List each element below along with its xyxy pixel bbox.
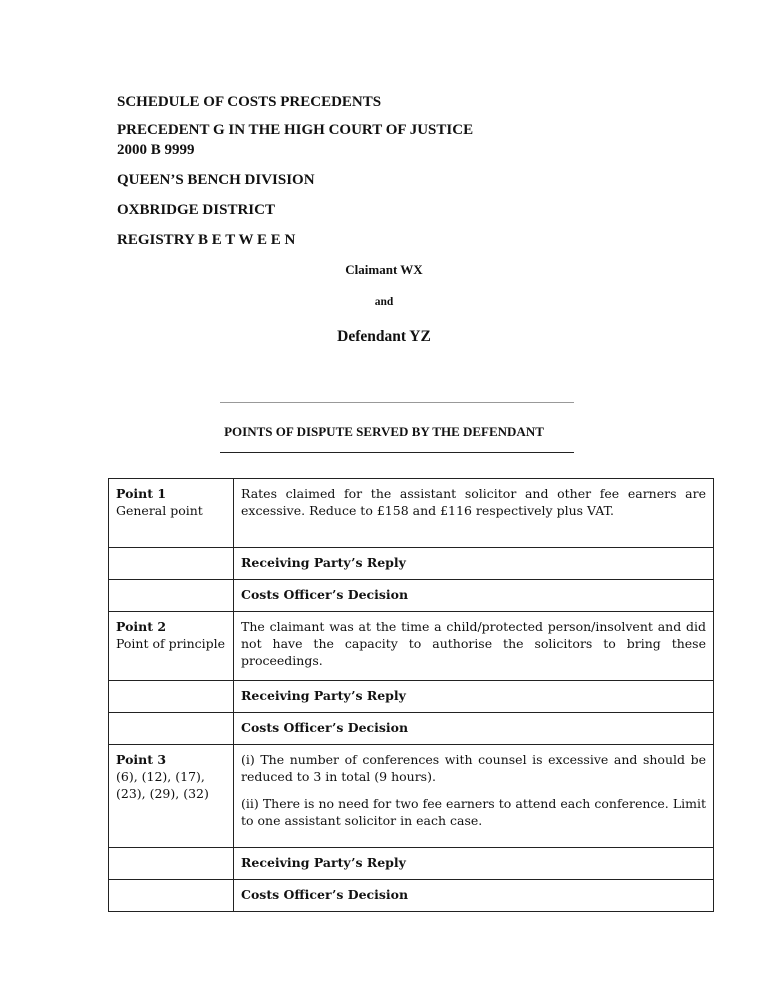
reply-label: Receiving Party’s Reply <box>234 548 714 580</box>
point-text-cell <box>234 612 714 681</box>
reply-row <box>109 848 714 880</box>
point-paragraph: (ii) There is no need for two fee earners to attend each conference. Limit to one assistant solicitor in each case. <box>241 796 706 828</box>
decision-label: Costs Officer’s Decision <box>234 880 714 912</box>
empty-cell <box>109 713 234 745</box>
decision-label: Costs Officer’s Decision <box>234 580 714 612</box>
point-paragraph: Rates claimed for the assistant solicitor and other fee earners are excessive. Reduce to £158 and £116 respectively plus VAT. <box>241 486 706 518</box>
point-title: Point 2 <box>116 619 167 634</box>
point-row <box>109 612 714 681</box>
claimant: Claimant WX <box>345 262 423 277</box>
empty-cell <box>109 548 234 580</box>
point-heading-cell <box>109 745 234 848</box>
precedent-court-line: PRECEDENT G IN THE HIGH COURT OF JUSTICE <box>117 122 474 138</box>
dispute-title: POINTS OF DISPUTE SERVED BY THE DEFENDANT <box>224 424 544 439</box>
and-separator: and <box>374 296 394 308</box>
district: OXBRIDGE DISTRICT <box>117 202 275 218</box>
points-of-dispute-table <box>108 478 714 912</box>
divider-bottom <box>220 452 574 453</box>
point-text-cell <box>234 479 714 548</box>
point-title: Point 3 <box>116 752 167 767</box>
reply-label: Receiving Party’s Reply <box>234 681 714 713</box>
point-subtitle: Point of principle <box>116 636 226 651</box>
point-subtitle: General point <box>116 503 203 518</box>
reply-row <box>109 681 714 713</box>
point-text-cell <box>234 745 714 848</box>
reply-label: Receiving Party’s Reply <box>234 848 714 880</box>
point-row <box>109 479 714 548</box>
empty-cell <box>109 848 234 880</box>
point-subtitle: (6), (12), (17), (23), (29), (32) <box>116 769 209 801</box>
point-paragraph: (i) The number of conferences with counsel is excessive and should be reduced to 3 in total (9 hours). <box>241 752 706 784</box>
registry-between: REGISTRY B E T W E E N <box>117 232 296 248</box>
point-paragraph: The claimant was at the time a child/protected person/insolvent and did not have the capacity to authorise the solicitors to bring these proceedings. <box>241 619 706 668</box>
point-heading-cell <box>109 479 234 548</box>
decision-row <box>109 580 714 612</box>
reply-row <box>109 548 714 580</box>
claim-number: 2000 B 9999 <box>117 142 195 158</box>
point-row <box>109 745 714 848</box>
empty-cell <box>109 580 234 612</box>
decision-row <box>109 713 714 745</box>
doc-title: SCHEDULE OF COSTS PRECEDENTS <box>117 94 382 110</box>
empty-cell <box>109 880 234 912</box>
division: QUEEN’S BENCH DIVISION <box>117 172 315 188</box>
empty-cell <box>109 681 234 713</box>
defendant: Defendant YZ <box>337 328 431 345</box>
point-heading-cell <box>109 612 234 681</box>
point-title: Point 1 <box>116 486 167 501</box>
divider-top <box>220 402 574 403</box>
decision-row <box>109 880 714 912</box>
decision-label: Costs Officer’s Decision <box>234 713 714 745</box>
